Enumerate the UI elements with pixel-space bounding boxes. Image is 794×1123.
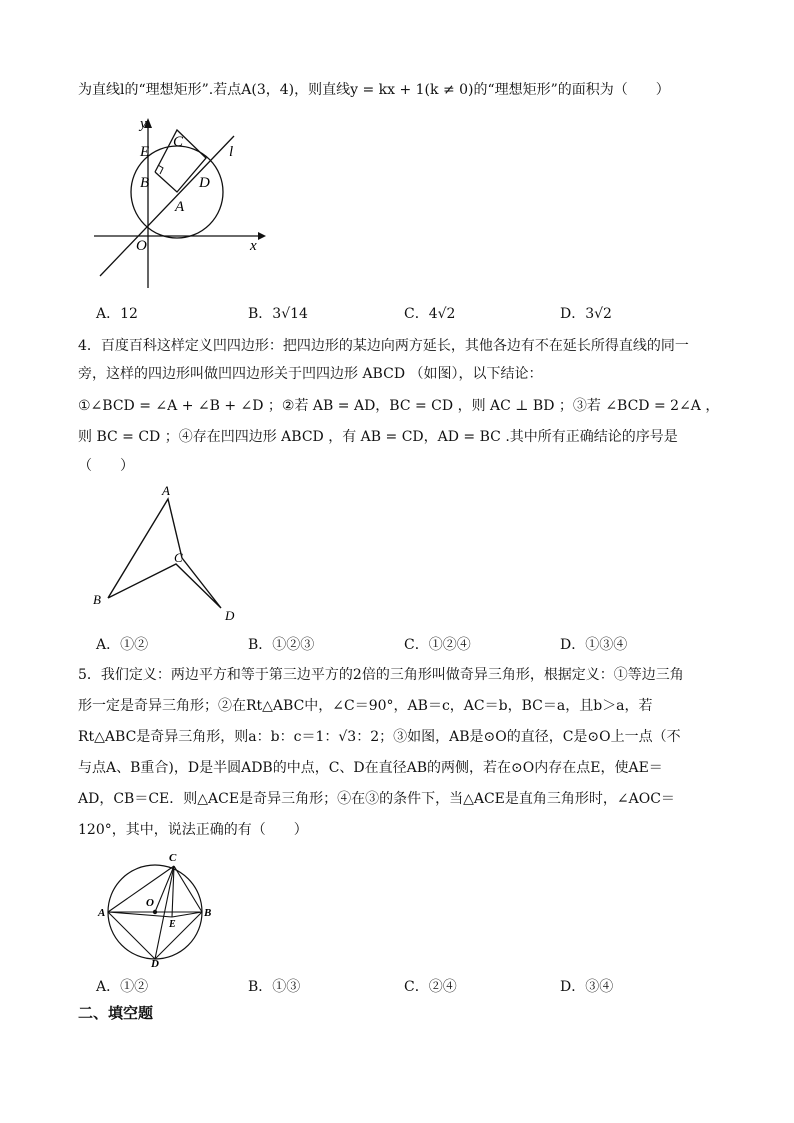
q5-line-3: Rt△ABC是奇异三角形，则a：b：c＝1：√3：2；③如图，AB是⊙O的直径，C是⊙O上一点（不 [78, 729, 681, 745]
q5-option-a: A．①② [96, 979, 149, 995]
q4-label-A: A [162, 483, 170, 498]
q4-option-b: B．①②③ [248, 637, 315, 653]
q4-option-c: C．①②④ [404, 637, 471, 653]
q3-option-c: C．4√2 [404, 306, 456, 322]
q4-label-C: C [174, 550, 183, 565]
q5-label-D: D [151, 958, 159, 968]
q5-line-5: AD，CB＝CE．则△ACE是奇异三角形；④在③的条件下，当△ACE是直角三角形时，∠AOC＝ [78, 791, 675, 807]
q3-label-x: x [250, 238, 257, 254]
q5-option-b: B．①③ [248, 979, 301, 995]
q5-label-A: A [98, 907, 106, 919]
q5-label-E: E [169, 919, 176, 930]
q3-figure [88, 110, 278, 295]
q4-line-4: 则 BC = CD ；④存在凹四边形 ABCD ，有 AB = CD，AD = BC .其中所有正确结论的序号是 [78, 429, 678, 445]
q5-line-6: 120°，其中，说法正确的有（ ） [78, 822, 308, 838]
q4-option-a: A．①② [96, 637, 149, 653]
q5-label-B: B [204, 907, 212, 919]
q4-label-B: B [93, 592, 101, 607]
q5-option-d: D．③④ [560, 979, 614, 995]
q4-line-2: 旁，这样的四边形叫做凹四边形关于凹四边形 ABCD （如图），以下结论： [78, 366, 543, 382]
q3-option-a: A．12 [96, 306, 138, 322]
q3-label-C: C [173, 134, 184, 150]
q3-label-O: O [136, 238, 147, 254]
q5-figure [96, 846, 216, 968]
section-heading-fill-in: 二、填空题 [78, 1004, 154, 1022]
q3-stem: 为直线l的“理想矩形”.若点A(3，4)，则直线y = kx + 1(k ≠ 0)的“理想矩形”的面积为（ ） [78, 82, 670, 98]
q5-option-c: C．②④ [404, 979, 457, 995]
q5-line-1: 5．我们定义：两边平方和等于第三边平方的2倍的三角形叫做奇异三角形，根据定义：①等边三角 [78, 667, 684, 683]
q5-label-O: O [146, 897, 154, 909]
q4-line-3: ①∠BCD = ∠A + ∠B + ∠D ；②若 AB = AD，BC = CD ，则 AC ⊥ BD ；③若 ∠BCD = 2∠A ， [78, 398, 720, 414]
q3-label-D: D [199, 175, 210, 191]
q3-label-y: y [140, 116, 147, 132]
q4-line-1: 4．百度百科这样定义凹四边形：把四边形的某边向两方延长，其他各边有不在延长所得直线的同一 [78, 338, 689, 354]
q5-line-4: 与点A、B重合)，D是半圆ADB的中点，C、D在直径AB的两侧，若在⊙O内存在点E，使AE＝ [78, 760, 663, 776]
q4-figure [88, 482, 248, 624]
q4-option-d: D．①③④ [560, 637, 628, 653]
q3-label-A: A [175, 199, 185, 215]
q4-line-5: （ ） [78, 458, 134, 474]
q5-line-2: 形一定是奇异三角形；②在Rt△ABC中，∠C＝90°，AB＝c，AC＝b，BC＝a，且b＞a，若 [78, 698, 653, 714]
q3-label-B: B [140, 175, 150, 191]
q3-label-E: E [140, 144, 150, 160]
q5-label-C: C [169, 852, 177, 864]
q3-option-b: B．3√14 [248, 306, 308, 322]
q3-label-l: l [229, 144, 234, 160]
q4-label-D: D [225, 608, 235, 623]
q3-option-d: D．3√2 [560, 306, 612, 322]
